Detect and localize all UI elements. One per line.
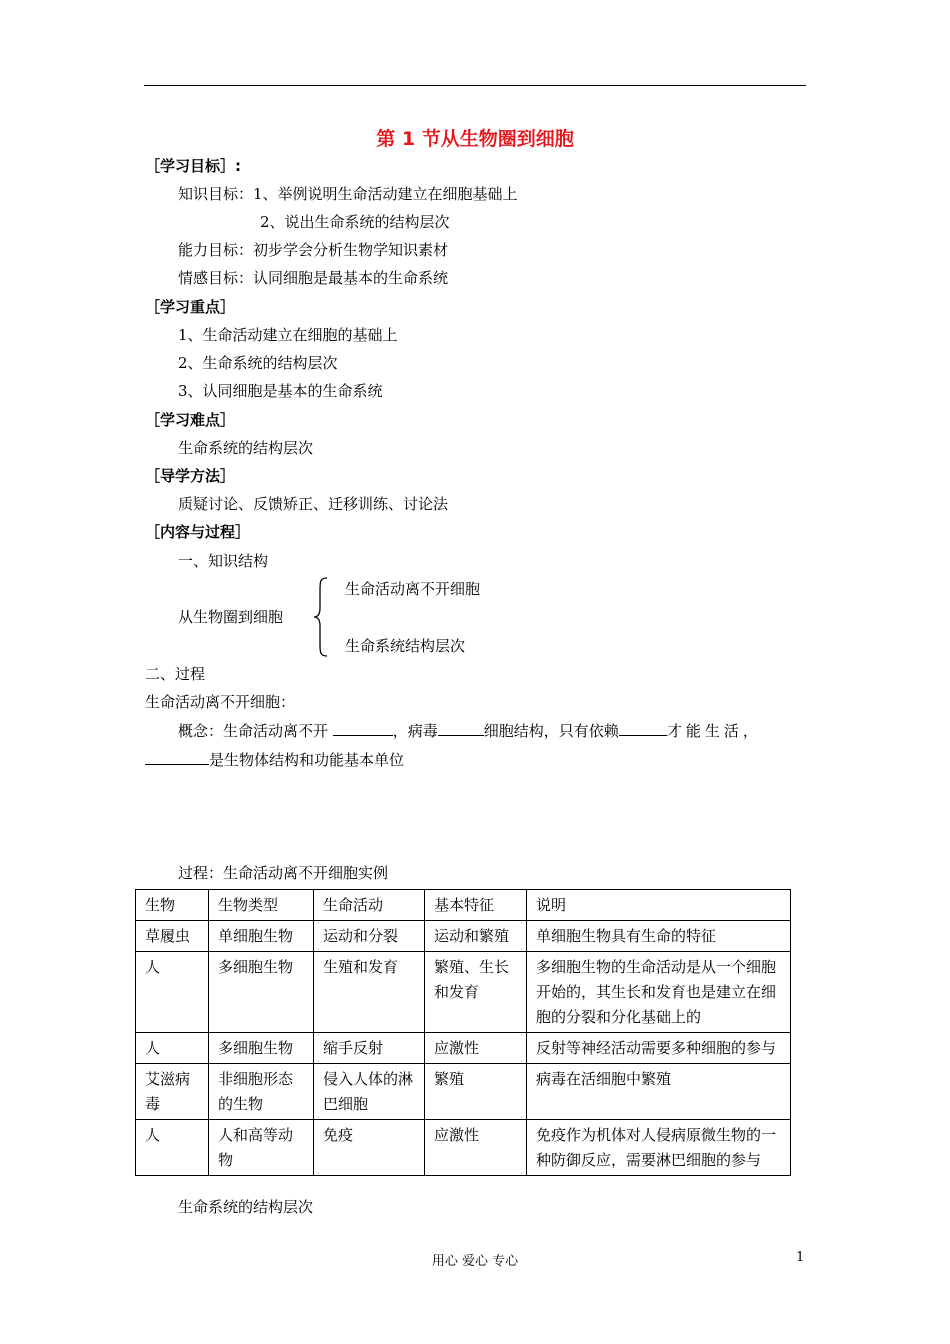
table-row	[136, 952, 791, 1033]
method-heading: ［导学方法］	[145, 467, 236, 485]
table-header-row	[136, 890, 791, 921]
structure-branch-2: 生命系统结构层次	[345, 637, 466, 655]
table-cell: 非细胞形态的生物	[209, 1064, 314, 1120]
table-cell: 多细胞生物	[209, 952, 314, 1033]
table-cell: 免疫作为机体对人侵病原微生物的一种防御反应，需要淋巴细胞的参与	[527, 1120, 791, 1176]
table-row	[136, 1033, 791, 1064]
table-cell: 人和高等动物	[209, 1120, 314, 1176]
content-heading: ［内容与过程］	[145, 523, 251, 541]
table-cell: 缩手反射	[314, 1033, 425, 1064]
subsection-title: 生命活动离不开细胞：	[145, 693, 296, 711]
header-cell: 生物	[136, 890, 209, 921]
table-cell: 繁殖、生长和发育	[425, 952, 527, 1033]
concept-text-d: 才能生活，	[666, 722, 762, 740]
header-cell: 基本特征	[425, 890, 527, 921]
concept-text-a: 概念：生命活动离不开	[178, 722, 333, 740]
table-cell: 多细胞生物的生命活动是从一个细胞开始的，其生长和发育也是建立在细胞的分裂和分化基础上的	[527, 952, 791, 1033]
table-cell: 应激性	[425, 1120, 527, 1176]
header-cell: 生物类型	[209, 890, 314, 921]
curly-brace-icon	[312, 576, 332, 658]
structure-root: 从生物圈到细胞	[178, 608, 284, 626]
keypoints-heading: ［学习重点］	[145, 298, 236, 316]
page-title: 第 1 节从生物圈到细胞	[376, 128, 574, 150]
table-cell: 侵入人体的淋巴细胞	[314, 1064, 425, 1120]
table-cell: 人	[136, 1033, 209, 1064]
objectives-heading: ［学习目标］:	[145, 157, 241, 175]
structure-branch-1: 生命活动离不开细胞	[345, 580, 481, 598]
table-cell: 草履虫	[136, 921, 209, 952]
table-cell: 反射等神经活动需要多种细胞的参与	[527, 1033, 791, 1064]
difficulty-text: 生命系统的结构层次	[178, 439, 314, 457]
table-cell: 繁殖	[425, 1064, 527, 1120]
table-cell: 运动和繁殖	[425, 921, 527, 952]
fill-blank[interactable]	[145, 750, 209, 765]
table-cell: 单细胞生物	[209, 921, 314, 952]
page-number: 1	[796, 1250, 805, 1265]
ability-goal: 能力目标：初步学会分析生物学知识素材	[178, 241, 449, 259]
table-cell: 应激性	[425, 1033, 527, 1064]
difficulty-heading: ［学习难点］	[145, 411, 236, 429]
table-cell: 艾滋病毒	[136, 1064, 209, 1120]
concept-text-c: 细胞结构，只有依赖	[483, 722, 619, 740]
table-row	[136, 1064, 791, 1120]
knowledge-item-2: 2、说出生命系统的结构层次	[260, 213, 450, 231]
concept-text-e: 是生物体结构和功能基本单位	[209, 751, 405, 769]
knowledge-label: 知识目标：	[178, 185, 254, 203]
keypoint-item: 3、认同细胞是基本的生命系统	[178, 382, 383, 400]
knowledge-goal	[178, 184, 518, 204]
keypoint-item: 1、生命活动建立在细胞的基础上	[178, 326, 398, 344]
table-caption: 过程：生命活动离不开细胞实例	[178, 864, 389, 882]
table-cell: 单细胞生物具有生命的特征	[527, 921, 791, 952]
emotion-goal: 情感目标：认同细胞是最基本的生命系统	[178, 269, 449, 287]
concept-line-2	[145, 750, 404, 770]
concept-text-b: ，病毒	[392, 722, 438, 740]
section-knowledge-structure: 一、知识结构	[178, 552, 269, 570]
table-cell: 多细胞生物	[209, 1033, 314, 1064]
section-process: 二、过程	[145, 665, 206, 683]
table-row	[136, 1120, 791, 1176]
header-cell: 说明	[527, 890, 791, 921]
concept-line-1	[178, 721, 762, 741]
knowledge-item-1: 1、举例说明生命活动建立在细胞基础上	[253, 185, 518, 203]
method-text: 质疑讨论、反馈矫正、迁移训练、讨论法	[178, 495, 449, 513]
table-cell: 免疫	[314, 1120, 425, 1176]
table-cell: 病毒在活细胞中繁殖	[527, 1064, 791, 1120]
fill-blank[interactable]	[438, 721, 484, 736]
table-cell: 生殖和发育	[314, 952, 425, 1033]
footer-text: 用心 爱心 专心	[431, 1254, 519, 1269]
fill-blank[interactable]	[333, 721, 393, 736]
table-cell: 运动和分裂	[314, 921, 425, 952]
header-rule	[144, 85, 806, 86]
table-cell: 人	[136, 952, 209, 1033]
header-cell: 生命活动	[314, 890, 425, 921]
fill-blank[interactable]	[619, 721, 667, 736]
keypoint-item: 2、生命系统的结构层次	[178, 354, 338, 372]
table-cell: 人	[136, 1120, 209, 1176]
examples-table	[135, 889, 791, 1176]
table-row	[136, 921, 791, 952]
structure-levels-title: 生命系统的结构层次	[178, 1198, 314, 1216]
